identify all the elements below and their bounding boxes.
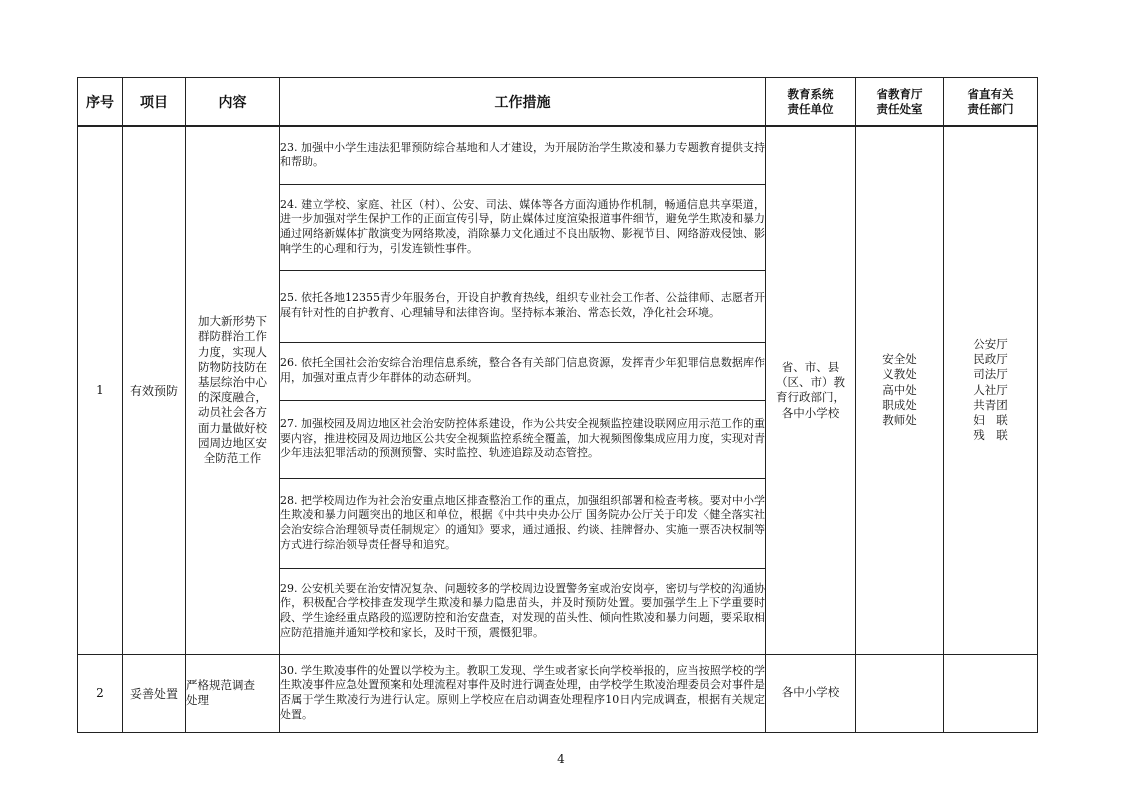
header-item: 项目 [123, 78, 186, 127]
row-dept [944, 126, 1038, 654]
row-edu-unit [766, 126, 856, 654]
header-seq: 序号 [78, 78, 123, 127]
content-line: 基层综治中心 [198, 375, 267, 390]
office-line: 高中处 [882, 382, 917, 397]
measures-table [77, 77, 1038, 733]
table-row [78, 126, 1038, 184]
dept-line: 民政厅 [973, 352, 1008, 366]
measure-item: 28. 把学校周边作为社会治安重点地区排查整治工作的重点，加强组织部署和检查考核。要对中小学生欺凌和暴力问题突出的地区和单位，根据《中共中央办公厅 国务院办公厅关于印发〈健全落实社会治安综合治理领导责任制规定〉的通知》要求，通过通报、约谈、挂牌督办、实施一票否决权制等方式进行综治领导责任督导和追究。 [280, 478, 766, 568]
header-office [856, 78, 944, 127]
edu-unit-line: 各中小学校 [781, 405, 840, 420]
page-number: 4 [557, 752, 565, 766]
header-dept-line: 省直有关 [967, 86, 1014, 101]
row-item: 妥善处置 [123, 654, 186, 732]
dept-line: 共青团 [973, 397, 1008, 412]
measure-item: 30. 学生欺凌事件的处置以学校为主。教职工发现、学生或者家长向学校举报的，应当按照学校的学生欺凌事件应急处置预案和处理流程对事件及时进行调查处理，由学校学生欺凌治理委员会对事件是否属于学生欺凌行为进行认定。原则上学校应在启动调查处理程序10日内完成调查，根据有关规定处置。 [280, 654, 766, 732]
header-content: 内容 [186, 78, 280, 127]
table-row [78, 654, 1038, 732]
measure-item: 27. 加强校园及周边地区社会治安防控体系建设，作为公共安全视频监控建设联网应用示范工作的重要内容，推进校园及周边地区公共安全视频监控系统全覆盖，加大视频图像集成应用力度，实现对青少年违法犯罪活动的预测预警、实时监控、轨迹追踪及动态管控。 [280, 400, 766, 478]
row-dept [944, 654, 1038, 732]
measure-item: 24. 建立学校、家庭、社区（村）、公安、司法、媒体等各方面沟通协作机制，畅通信息共享渠道，进一步加强对学生保护工作的正面宣传引导，防止媒体过度渲染报道事件细节，避免学生欺凌和暴力通过网络新媒体扩散演变为网络欺凌，消除暴力文化通过不良出版物、影视节目、网络游戏侵蚀、影响学生的心理和行为，引发连锁性事件。 [280, 184, 766, 270]
content-line: 全防范工作 [203, 451, 262, 466]
edu-unit-line: （区、市）教 [776, 374, 845, 389]
content-line: 力度，实现人 [198, 344, 267, 359]
row-content [186, 654, 280, 732]
header-row [78, 78, 1038, 127]
measure-item: 23. 加强中小学生违法犯罪预防综合基地和人才建设，为开展防治学生欺凌和暴力专题教育提供支持和帮助。 [280, 126, 766, 184]
content-line: 群防群治工作 [198, 329, 267, 344]
dept-line: 司法厅 [973, 367, 1008, 382]
office-line: 职成处 [882, 397, 917, 412]
dept-line: 残 联 [973, 428, 1008, 443]
header-edu-unit [766, 78, 856, 127]
measure-item: 25. 依托各地12355青少年服务台，开设自护教育热线，组织专业社会工作者、公益律师、志愿者开展有针对性的自护教育、心理辅导和法律咨询。坚持标本兼治、常态长效，净化社会环境。 [280, 270, 766, 342]
office-line: 安全处 [882, 352, 917, 366]
content-line: 园周边地区安 [198, 435, 267, 450]
dept-line: 妇 联 [973, 413, 1008, 428]
measure-item: 29. 公安机关要在治安情况复杂、问题较多的学校周边设置警务室或治安岗亭，密切与学校的沟通协作，积极配合学校排查发现学生欺凌和暴力隐患苗头，并及时预防处置。要加强学生上下学重要时段、学生途经重点路段的巡逻防控和治安盘查，对发现的苗头性、倾向性欺凌和暴力问题，要采取相应防范措施并通知学校和家长，及时干预，震慑犯罪。 [280, 568, 766, 654]
measure-item: 26. 依托全国社会治安综合治理信息系统，整合各有关部门信息资源，发挥青少年犯罪信息数据库作用，加强对重点青少年群体的动态研判。 [280, 342, 766, 400]
dept-line: 人社厅 [973, 382, 1008, 397]
row-seq: 1 [78, 126, 123, 654]
edu-unit-line: 省、市、县 [781, 359, 840, 374]
header-office-line: 省教育厅 [876, 86, 923, 101]
row-office [856, 654, 944, 732]
row-office [856, 126, 944, 654]
content-line: 的深度融合， [198, 390, 267, 405]
dept-line: 公安厅 [973, 336, 1008, 351]
row-content [186, 126, 280, 654]
header-edu-unit-line: 责任单位 [787, 101, 834, 116]
header-edu-unit-line: 教育系统 [787, 86, 834, 101]
header-measures: 工作措施 [280, 78, 766, 127]
content-line: 严格规范调查 [186, 678, 255, 692]
header-dept-line: 责任部门 [967, 101, 1014, 116]
content-line: 防物防技防在 [198, 359, 267, 374]
row-seq: 2 [78, 654, 123, 732]
content-line: 加大新形势下 [198, 314, 267, 329]
row-edu-unit: 各中小学校 [766, 654, 856, 732]
content-line: 处理 [186, 693, 209, 707]
content-line: 动员社会各方 [198, 405, 267, 420]
office-line: 教师处 [882, 413, 917, 428]
office-line: 义教处 [882, 367, 917, 382]
header-dept [944, 78, 1038, 127]
content-line: 面力量做好校 [198, 420, 267, 435]
header-office-line: 责任处室 [876, 101, 923, 116]
edu-unit-line: 育行政部门， [776, 390, 845, 405]
row-item: 有效预防 [123, 126, 186, 654]
